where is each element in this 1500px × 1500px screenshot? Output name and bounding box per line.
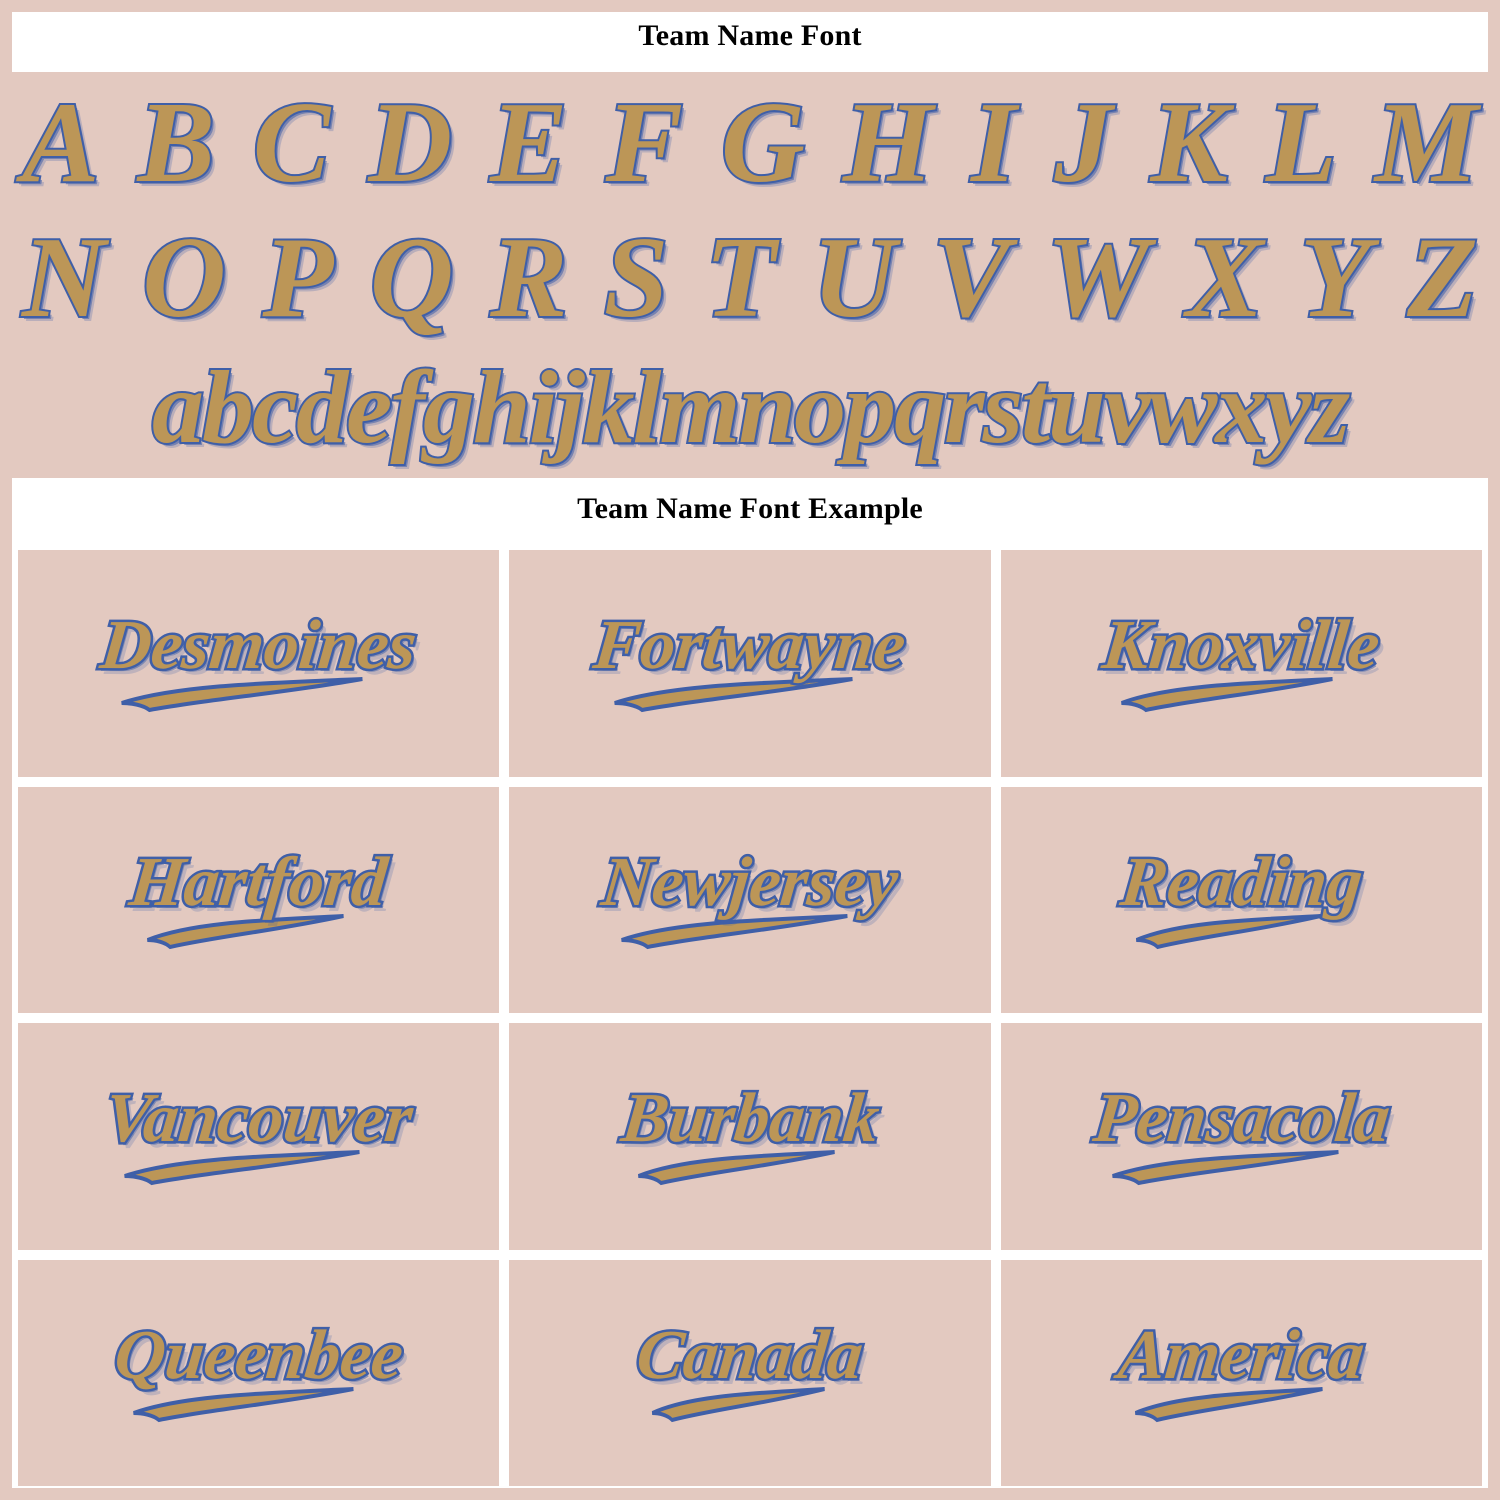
example-team-name: America [1114, 1316, 1368, 1394]
example-cell[interactable] [1001, 1260, 1482, 1487]
alpha-letter: D [368, 79, 453, 207]
alpha-letter: N [22, 214, 106, 342]
alphabet-uppercase-row-2 [22, 211, 1478, 346]
alpha-letter: U [812, 214, 897, 342]
example-cell[interactable] [509, 1260, 990, 1487]
alpha-letter: W [1046, 214, 1150, 342]
alphabet-lowercase-row: abcdefghijklmnopqrstuvwxyz [151, 349, 1349, 465]
example-team-name: Queenbee [110, 1316, 407, 1394]
example-team-name: Reading [1116, 843, 1366, 921]
example-team-name: Pensacola [1089, 1080, 1394, 1158]
example-team-name: Fortwayne [590, 607, 910, 685]
example-cell[interactable] [509, 550, 990, 777]
alpha-letter: P [262, 214, 334, 342]
alpha-letter: X [1185, 214, 1264, 342]
example-cell[interactable] [1001, 550, 1482, 777]
team-name-font-heading: Team Name Font [0, 0, 1500, 72]
example-team-name: Hartford [126, 843, 392, 921]
example-team-name: Canada [633, 1316, 867, 1394]
alpha-letter: H [842, 79, 934, 207]
example-cell[interactable] [18, 1260, 499, 1487]
alpha-letter: K [1150, 79, 1228, 207]
alpha-letter: B [137, 79, 215, 207]
team-name-font-example-heading: Team Name Font Example [0, 478, 1500, 540]
example-team-name: Vancouver [101, 1080, 417, 1158]
example-cell[interactable] [18, 1023, 499, 1250]
alpha-letter: T [704, 214, 776, 342]
example-team-name: Newjersey [598, 843, 902, 921]
alpha-letter: A [22, 79, 100, 207]
example-team-name: Burbank [617, 1080, 883, 1158]
alpha-letter: I [971, 79, 1017, 207]
alphabet-panel [0, 72, 1500, 478]
example-cell[interactable] [1001, 1023, 1482, 1250]
alpha-letter: E [490, 79, 568, 207]
example-team-name: Desmoines [97, 607, 421, 685]
alpha-letter: Q [369, 214, 454, 342]
alpha-letter: R [490, 214, 568, 342]
alpha-letter: O [142, 214, 227, 342]
example-cell[interactable] [1001, 787, 1482, 1014]
example-team-name: Knoxville [1099, 607, 1384, 685]
alphabet-uppercase-row-1 [22, 76, 1478, 211]
example-cell[interactable] [509, 1023, 990, 1250]
alpha-letter: G [721, 79, 805, 207]
example-cell[interactable] [18, 550, 499, 777]
alpha-letter: F [605, 79, 683, 207]
alpha-letter: V [932, 214, 1010, 342]
alpha-letter: C [252, 79, 331, 207]
alpha-letter: Y [1299, 214, 1371, 342]
alpha-letter: M [1374, 79, 1478, 207]
example-grid [0, 540, 1500, 1500]
alpha-letter: L [1265, 79, 1337, 207]
alpha-letter: Z [1407, 214, 1478, 342]
example-cell[interactable] [18, 787, 499, 1014]
alpha-letter: S [603, 214, 669, 342]
example-cell[interactable] [509, 787, 990, 1014]
alpha-letter: J [1054, 79, 1113, 207]
